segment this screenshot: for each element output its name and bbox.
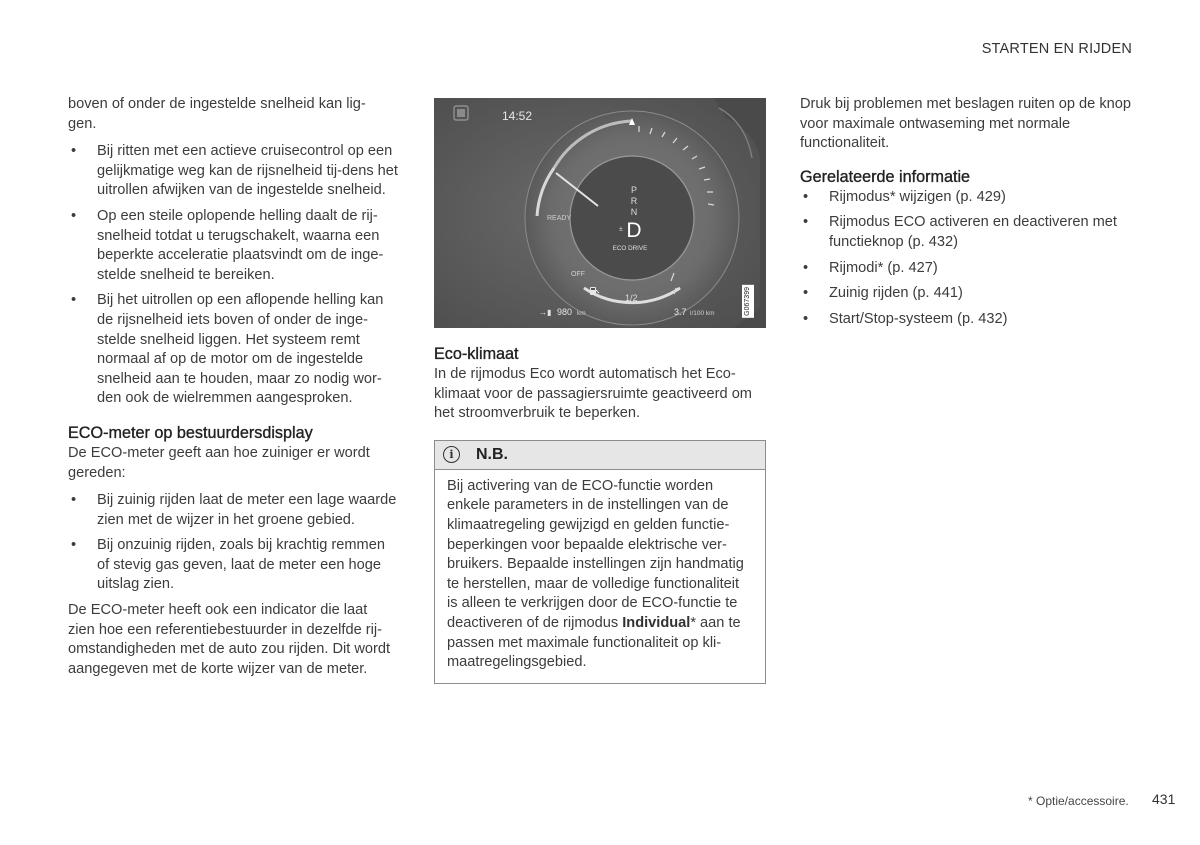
eco-climate-text: In de rijmodus Eco wordt automatisch het Eco-klimaat voor de passagiersruimte geactiveerd om het stroomverbruik te beperken. (434, 366, 752, 422)
info-icon: i (443, 446, 460, 463)
related-link[interactable]: • Start/Stop-systeem (p. 432) (800, 310, 1132, 330)
gear-p: P (630, 185, 638, 195)
eco-meter-intro: De ECO-meter geeft aan hoe zuiniger er wordt gereden: (68, 444, 370, 481)
list-item: • Bij het uitrollen op een aflopende helling kan de rijsnelheid iets boven of onder de inge-stelde snelheid liggen. Het systeem remt normaal af op de motor om de ingestelde snelheid aan te houden, maar zo nodig wor-den ook de wielremmen aangesproken. (71, 292, 384, 407)
bullet-icon: • (803, 310, 809, 327)
page-number: 431 (1152, 791, 1176, 807)
bullet-icon: • (71, 492, 77, 509)
bullet-icon: • (803, 259, 809, 276)
gear-n: N (630, 207, 638, 217)
ready-label: READY (547, 215, 572, 222)
range-icon: →▮ (539, 308, 552, 317)
related-links (800, 188, 1132, 330)
related-link[interactable]: • Rijmodus* wijzigen (p. 429) (800, 188, 1132, 208)
note-body: Bij activering van de ECO-functie worden enkele parameters in de instellingen van de klimaatregeling gewijzigd en gelden functie-beperkingen voor bepaalde elektrische ver-bruikers. Bepaalde instellingen zijn handmatig te herstellen, maar de volledige functionaliteit is alleen te verkrijgen door de ECO-functie te deactiveren of de rijmodus Individual* aan te passen met maximale functionaliteit op kli-maatregelingsgebied. (447, 477, 744, 671)
bullet-icon: • (71, 292, 77, 309)
eco-drive-label: ECO DRIVE (612, 245, 648, 252)
consumption-unit: l/100 km (690, 310, 715, 317)
plus-minus-icon: ± (619, 226, 623, 233)
gear-r: R (630, 196, 638, 206)
range-value: 980 (557, 307, 573, 317)
related-info-heading: Gerelateerde informatie (800, 167, 971, 186)
figure-code: G067399 (742, 285, 754, 318)
half-label: 1/2 (625, 293, 638, 303)
list-item: • Bij ritten met een actieve cruisecontrol op een gelijkmatige weg kan de rijsnelheid tij-dens het uitrollen afwijken van de ingestelde snelheid. (71, 143, 398, 199)
individual-mode-label: Individual (622, 614, 691, 631)
footer-note: * Optie/accessoire. (1028, 794, 1129, 808)
eco-meter-illustration (434, 98, 766, 328)
bullet-icon: • (71, 537, 77, 554)
column-right (800, 95, 1132, 335)
gear-d-active: D (626, 219, 642, 242)
related-link[interactable]: • Zuinig rijden (p. 441) (800, 284, 1132, 304)
bullet-icon: • (71, 207, 77, 224)
center-screen (570, 156, 694, 280)
list-item: • Op een steile oplopende helling daalt de rij-snelheid totdat u terugschakelt, waarna een beperkte acceleratie plaatsvindt om de inge-stelde snelheid te bereiken. (71, 207, 384, 283)
related-link[interactable]: • Rijmodi* (p. 427) (800, 259, 1132, 279)
column-middle (434, 95, 766, 684)
section-title: STARTEN EN RIJDEN (981, 41, 1132, 57)
menu-icon-inner (457, 109, 465, 117)
eco-meter-indicator-text: De ECO-meter heeft ook een indicator die laat zien hoe een referentiebestuurder in dezelfde rij-omstandigheden met de auto zou rijden. Dit wordt aangegeven met de korte wijzer van de meter. (68, 602, 391, 677)
bullet-icon: • (803, 214, 809, 231)
clock-text: 14:52 (502, 109, 533, 123)
bullet-icon: • (803, 188, 809, 205)
list-item: • Bij onzuinig rijden, zoals bij krachtig remmen of stevig gas geven, laat de meter een hoge uitslag zien. (71, 537, 385, 593)
bullet-icon: • (71, 143, 77, 160)
defrost-text: Druk bij problemen met beslagen ruiten op de knop voor maximale ontwaseming met normale functionaliteit. (800, 96, 1131, 152)
eco-meter-bullets (68, 491, 398, 595)
driver-display-figure (434, 98, 766, 328)
bullet-icon: • (803, 285, 809, 302)
list-item: • Bij zuinig rijden laat de meter een lage waarde zien met de wijzer in het groene gebied. (71, 492, 397, 528)
eco-meter-heading: ECO-meter op bestuurdersdisplay (68, 423, 313, 442)
off-label: OFF (571, 271, 585, 278)
intro-text: boven of onder de ingestelde snelheid kan lig- gen. (68, 96, 366, 132)
note-header (435, 441, 765, 470)
note-box (434, 440, 766, 684)
consumption-value: 3.7 (674, 307, 687, 317)
range-unit: km (577, 310, 586, 317)
related-link[interactable]: • Rijmodus ECO activeren en deactiveren met functieknop (p. 432) (803, 214, 1117, 250)
note-title: N.B. (476, 445, 508, 463)
eco-climate-heading: Eco-klimaat (434, 345, 519, 363)
column-left (68, 95, 398, 687)
cruise-bullets (68, 142, 398, 409)
